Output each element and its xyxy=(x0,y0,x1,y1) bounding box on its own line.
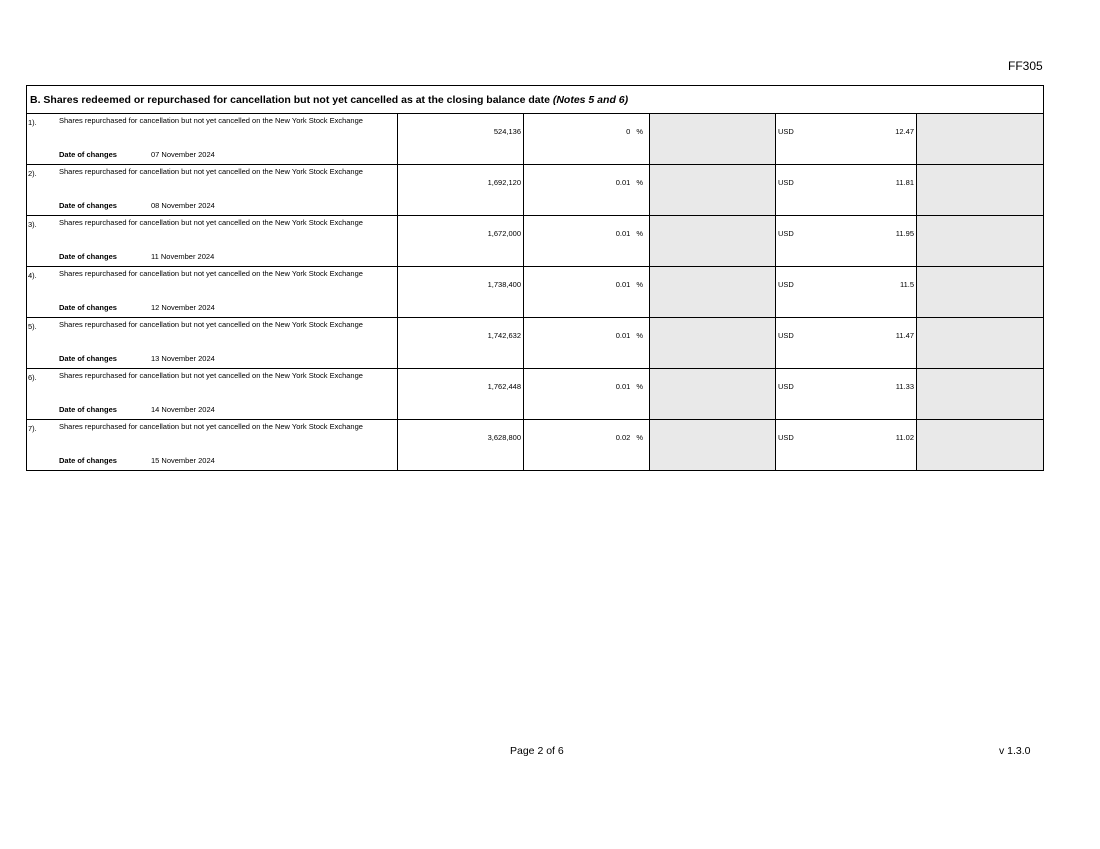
percent-cell xyxy=(524,420,650,470)
row-description: Shares repurchased for cancellation but not yet cancelled on the New York Stock Exchange xyxy=(59,371,363,380)
percent-value-wrap xyxy=(616,382,643,391)
price-value: 11.33 xyxy=(895,382,914,391)
date-label: Date of changes xyxy=(59,252,117,261)
table-row xyxy=(27,114,1043,165)
date-line xyxy=(59,456,215,465)
row-index: 1). xyxy=(28,118,37,127)
shares-value: 1,692,120 xyxy=(487,178,521,187)
shaded-cell xyxy=(917,318,1043,368)
date-label: Date of changes xyxy=(59,456,117,465)
shaded-cell xyxy=(650,420,776,470)
percent-value-wrap xyxy=(626,127,643,136)
price-cell xyxy=(776,114,917,164)
date-label: Date of changes xyxy=(59,303,117,312)
description-cell xyxy=(27,420,398,470)
shaded-cell xyxy=(917,165,1043,215)
row-index: 7). xyxy=(28,424,37,433)
currency: USD xyxy=(778,433,794,442)
row-description: Shares repurchased for cancellation but not yet cancelled on the New York Stock Exchange xyxy=(59,320,363,329)
shares-value: 524,136 xyxy=(493,127,521,136)
shares-value: 1,738,400 xyxy=(487,280,521,289)
shares-table xyxy=(26,85,1044,471)
percent-value: 0.01 xyxy=(615,229,631,238)
shares-value: 1,672,000 xyxy=(487,229,521,238)
currency: USD xyxy=(778,331,794,340)
row-description: Shares repurchased for cancellation but not yet cancelled on the New York Stock Exchange xyxy=(59,167,363,176)
table-row xyxy=(27,318,1043,369)
row-index: 5). xyxy=(28,322,37,331)
section-title xyxy=(27,86,1043,114)
percent-value: 0.02 xyxy=(615,433,631,442)
shares-cell xyxy=(398,114,524,164)
percent-cell xyxy=(524,369,650,419)
description-cell xyxy=(27,165,398,215)
price-value: 12.47 xyxy=(895,127,914,136)
percent-value-wrap xyxy=(616,433,643,442)
date-value: 12 November 2024 xyxy=(151,303,215,312)
currency: USD xyxy=(778,382,794,391)
date-value: 11 November 2024 xyxy=(151,252,215,261)
row-description: Shares repurchased for cancellation but not yet cancelled on the New York Stock Exchange xyxy=(59,116,363,125)
percent-value: 0.01 xyxy=(615,331,631,340)
date-label: Date of changes xyxy=(59,405,117,414)
shares-value: 3,628,800 xyxy=(487,433,521,442)
shaded-cell xyxy=(650,165,776,215)
price-cell xyxy=(776,318,917,368)
description-cell xyxy=(27,114,398,164)
date-line xyxy=(59,150,215,159)
percent-sign: % xyxy=(636,280,643,289)
shares-cell xyxy=(398,369,524,419)
table-row xyxy=(27,369,1043,420)
percent-value: 0.01 xyxy=(615,178,631,187)
percent-cell xyxy=(524,267,650,317)
row-index: 6). xyxy=(28,373,37,382)
description-cell xyxy=(27,267,398,317)
percent-value-wrap xyxy=(616,229,643,238)
percent-sign: % xyxy=(636,127,643,136)
table-row xyxy=(27,267,1043,318)
currency: USD xyxy=(778,127,794,136)
shares-value: 1,742,632 xyxy=(487,331,521,340)
shaded-cell xyxy=(650,267,776,317)
price-cell xyxy=(776,267,917,317)
row-description: Shares repurchased for cancellation but not yet cancelled on the New York Stock Exchange xyxy=(59,422,363,431)
shaded-cell xyxy=(650,369,776,419)
row-description: Shares repurchased for cancellation but not yet cancelled on the New York Stock Exchange xyxy=(59,269,363,278)
price-value: 11.95 xyxy=(895,229,914,238)
shaded-cell xyxy=(650,318,776,368)
row-description: Shares repurchased for cancellation but not yet cancelled on the New York Stock Exchange xyxy=(59,218,363,227)
currency: USD xyxy=(778,178,794,187)
date-label: Date of changes xyxy=(59,354,117,363)
percent-cell xyxy=(524,165,650,215)
shares-cell xyxy=(398,216,524,266)
percent-value: 0.01 xyxy=(615,280,631,289)
shares-cell xyxy=(398,318,524,368)
row-index: 4). xyxy=(28,271,37,280)
percent-sign: % xyxy=(636,433,643,442)
date-value: 13 November 2024 xyxy=(151,354,215,363)
date-line xyxy=(59,303,215,312)
currency: USD xyxy=(778,229,794,238)
price-cell xyxy=(776,165,917,215)
currency: USD xyxy=(778,280,794,289)
date-value: 15 November 2024 xyxy=(151,456,215,465)
price-value: 11.5 xyxy=(899,280,914,289)
price-cell xyxy=(776,420,917,470)
date-value: 07 November 2024 xyxy=(151,150,215,159)
date-value: 14 November 2024 xyxy=(151,405,215,414)
shaded-cell xyxy=(917,267,1043,317)
percent-cell xyxy=(524,318,650,368)
description-cell xyxy=(27,318,398,368)
shaded-cell xyxy=(917,369,1043,419)
date-line xyxy=(59,354,215,363)
percent-value-wrap xyxy=(616,280,643,289)
percent-cell xyxy=(524,216,650,266)
table-row xyxy=(27,216,1043,267)
date-line xyxy=(59,405,215,414)
date-value: 08 November 2024 xyxy=(151,201,215,210)
section-notes: (Notes 5 and 6) xyxy=(552,94,629,106)
date-line xyxy=(59,201,215,210)
shaded-cell xyxy=(917,420,1043,470)
page-number: Page 2 of 6 xyxy=(510,745,564,757)
percent-value-wrap xyxy=(616,178,643,187)
table-body xyxy=(27,114,1043,471)
description-cell xyxy=(27,216,398,266)
percent-sign: % xyxy=(636,229,643,238)
date-label: Date of changes xyxy=(59,201,117,210)
price-value: 11.81 xyxy=(895,178,914,187)
table-row xyxy=(27,420,1043,471)
row-index: 2). xyxy=(28,169,37,178)
shares-cell xyxy=(398,420,524,470)
shares-value: 1,762,448 xyxy=(487,382,521,391)
shaded-cell xyxy=(650,114,776,164)
price-value: 11.02 xyxy=(895,433,914,442)
date-label: Date of changes xyxy=(59,150,117,159)
shaded-cell xyxy=(650,216,776,266)
price-value: 11.47 xyxy=(895,331,914,340)
form-code: FF305 xyxy=(1008,59,1043,73)
price-cell xyxy=(776,369,917,419)
shaded-cell xyxy=(917,216,1043,266)
shaded-cell xyxy=(917,114,1043,164)
shares-cell xyxy=(398,165,524,215)
date-line xyxy=(59,252,214,261)
percent-value: 0 xyxy=(626,127,631,136)
row-index: 3). xyxy=(28,220,37,229)
shares-cell xyxy=(398,267,524,317)
version-label: v 1.3.0 xyxy=(999,745,1031,757)
percent-sign: % xyxy=(636,382,643,391)
description-cell xyxy=(27,369,398,419)
section-title-text: B. Shares redeemed or repurchased for cancellation but not yet cancelled as at the closing balance date xyxy=(30,94,550,106)
percent-value: 0.01 xyxy=(615,382,631,391)
price-cell xyxy=(776,216,917,266)
percent-value-wrap xyxy=(616,331,643,340)
percent-sign: % xyxy=(636,178,643,187)
percent-cell xyxy=(524,114,650,164)
percent-sign: % xyxy=(636,331,643,340)
table-row xyxy=(27,165,1043,216)
